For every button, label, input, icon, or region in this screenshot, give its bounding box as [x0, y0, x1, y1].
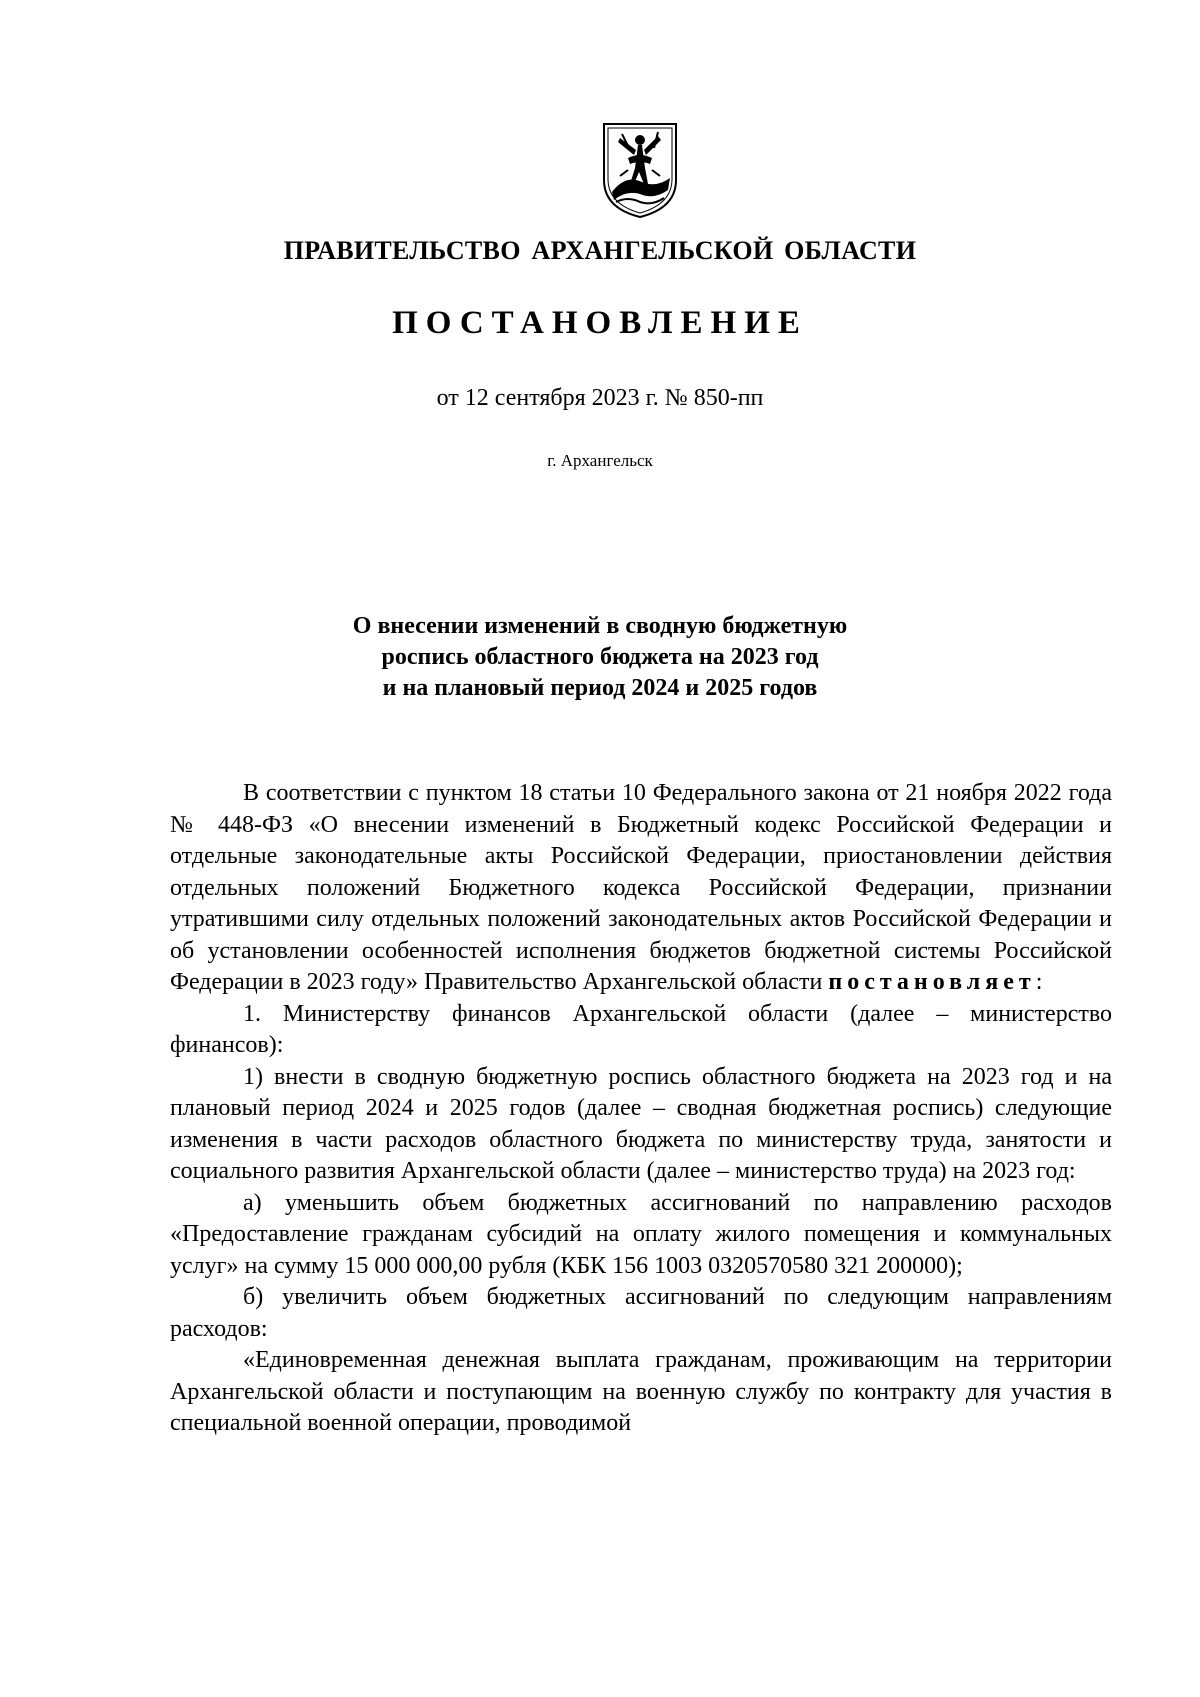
subject-line: О внесении изменений в сводную бюджетную [352, 613, 848, 639]
document-date-number: от 12 сентября 2023 г. № 850-пп [436, 385, 764, 411]
document-type: ПОСТАНОВЛЕНИЕ [392, 305, 808, 341]
clause-paragraph: 1) внести в сводную бюджетную роспись областного бюджета на 2023 год и на плановый период 2024 и 2025 годов (далее – сводная бюджетная роспись) следующие изменения в части расходов областного бюджета по министерству труда, занятости и социального развития Архангельской области (далее – министерство труда) на 2023 год: [170, 1063, 1112, 1184]
clause-paragraph: «Единовременная денежная выплата гражданам, проживающим на территории Архангельской области и поступающим на военную службу по контракту для участия в специальной военной операции, проводимой [170, 1347, 1112, 1436]
subject-line: роспись областного бюджета на 2023 год [381, 644, 819, 670]
clause-paragraph: б) увеличить объем бюджетных ассигнований по следующим направлениям расходов: [170, 1284, 1112, 1342]
subject-line: и на плановый период 2024 и 2025 годов [382, 675, 818, 701]
coat-of-arms-icon [598, 118, 682, 220]
government-title: ПРАВИТЕЛЬСТВО АРХАНГЕЛЬСКОЙ ОБЛАСТИ [283, 236, 917, 265]
clause-paragraph: а) уменьшить объем бюджетных ассигнований по направлению расходов «Предоставление гражданам субсидий на оплату жилого помещения и коммунальных услуг» на сумму 15 000 000,00 рубля (КБК 156 1003 0320570580 321 200000); [170, 1189, 1112, 1279]
preamble-paragraph [170, 778, 1112, 999]
document-subject [0, 611, 1200, 704]
document-body [170, 778, 1112, 1440]
preamble-text: В соответствии с пунктом 18 статьи 10 Федерального закона от 21 ноября 2022 года № 448-ФЗ «О внесении изменений в Бюджетный кодекс Российской Федерации и отдельные законодательные акты Российской Федерации, приостановлении действия отдельных положений Бюджетного кодекса Российской Федерации, признании утратившими силу отдельных положений законодательных актов Российской Федерации и об установлении особенностей исполнения бюджетов бюджетной системы Российской Федерации в 2023 году» Правительство Архангельской области [170, 780, 1112, 995]
clause-paragraph: 1. Министерству финансов Архангельской области (далее – министерство финансов): [170, 1000, 1112, 1058]
document-city: г. Архангельск [547, 451, 653, 470]
decree-word: постановляет [828, 969, 1036, 995]
preamble-end: : [1035, 969, 1043, 995]
